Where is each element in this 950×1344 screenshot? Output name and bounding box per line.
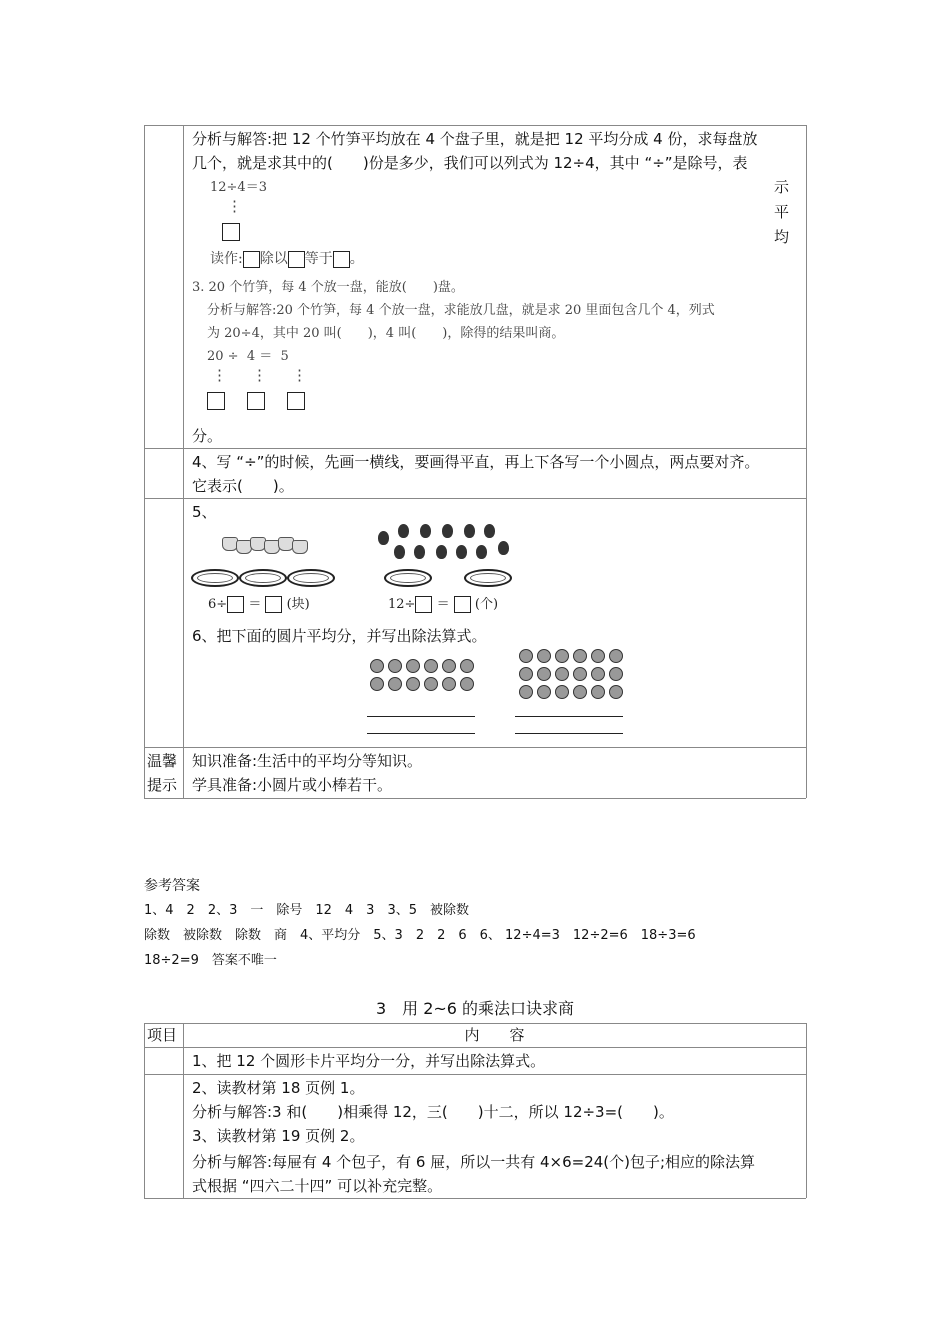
side-char: 平 — [774, 203, 790, 221]
table-border — [144, 747, 806, 748]
circle-icon — [573, 667, 587, 681]
question-3: 3. 20 个竹笋，每 4 个放一盘，能放( )盘。 — [192, 280, 464, 295]
analysis-line-1: 分析与解答:把 12 个竹笋平均放在 4 个盘子里，就是把 12 平均分成 4 份，求每盘放 — [192, 130, 758, 148]
table-border — [144, 125, 806, 126]
circle-icon — [424, 659, 438, 673]
question-6: 6、把下面的圆片平均分，并写出除法算式。 — [192, 627, 487, 645]
vertical-dots: ⋮ — [212, 366, 227, 384]
answers-line-1: 1、4 2 2、3 一 除号 12 4 3 3、5 被除数 — [144, 903, 469, 918]
knowledge-prep: 知识准备:生活中的平均分等知识。 — [192, 752, 423, 770]
read-mid-2: 等于 — [304, 251, 333, 267]
task-3: 3、读教材第 19 页例 2。 — [192, 1127, 365, 1145]
circle-icon — [573, 685, 587, 699]
vertical-dots: ⋮ — [227, 197, 242, 215]
question-5-label: 5、 — [192, 503, 217, 521]
table-border — [806, 125, 807, 798]
strawberry-icon — [378, 531, 389, 545]
circle-icon — [537, 649, 551, 663]
equation-20-div-4: 20 ÷ 4 ＝ 5 — [207, 349, 289, 364]
circle-icon — [442, 659, 456, 673]
strawberry-icon — [464, 524, 475, 538]
plate-icon — [191, 569, 239, 587]
table-border — [144, 125, 145, 798]
answer-box[interactable] — [265, 596, 282, 613]
equation-text: 6÷ — [208, 597, 228, 612]
circle-icon — [591, 667, 605, 681]
side-char: 均 — [774, 228, 790, 246]
read-mid-1: 除以 — [259, 251, 288, 267]
strawberry-icon — [414, 545, 425, 559]
strawberry-icon — [484, 524, 495, 538]
equation-text: ＝ — [436, 597, 450, 612]
circle-icon — [555, 667, 569, 681]
plate-icon — [464, 569, 512, 587]
header-content: 内 容 — [464, 1026, 525, 1044]
strawberry-equation — [388, 596, 498, 614]
read-as-line — [210, 250, 364, 268]
table-border — [806, 1023, 807, 1198]
equation-12-div-4: 12÷4＝3 — [210, 180, 267, 195]
strawberry-icon — [394, 545, 405, 559]
circle-icon — [370, 659, 384, 673]
strawberry-icon — [436, 545, 447, 559]
circle-icon — [591, 685, 605, 699]
question-3-analysis-1: 分析与解答:20 个竹笋，每 4 个放一盘，求能放几盘，就是求 20 里面包含几个 4，列式 — [207, 303, 715, 318]
equation-text: ＝ — [248, 597, 262, 612]
circle-icon — [460, 659, 474, 673]
writing-line[interactable] — [367, 716, 475, 717]
strawberry-icon — [456, 545, 467, 559]
circle-icon — [537, 667, 551, 681]
circle-icon — [519, 649, 533, 663]
circle-icon — [591, 649, 605, 663]
cake-equation — [208, 596, 310, 614]
circle-icon — [555, 685, 569, 699]
tools-prep: 学具准备:小圆片或小棒若干。 — [192, 776, 393, 794]
task-1: 1、把 12 个圆形卡片平均分一分，并写出除法算式。 — [192, 1052, 546, 1070]
circle-icon — [609, 649, 623, 663]
question-3-analysis-2: 为 20÷4，其中 20 叫( )，4 叫( )，除得的结果叫商。 — [207, 326, 565, 341]
circle-icon — [537, 685, 551, 699]
strawberry-icon — [398, 524, 409, 538]
circle-icon — [519, 685, 533, 699]
strawberry-icon — [420, 524, 431, 538]
table-border — [144, 798, 806, 799]
task-3-analysis-2: 式根据 “四六二十四” 可以补充完整。 — [192, 1177, 443, 1195]
equation-text: (块) — [286, 597, 310, 612]
answer-box[interactable] — [287, 392, 305, 410]
cupcake-icon — [292, 540, 308, 554]
plate-icon — [239, 569, 287, 587]
answer-box[interactable] — [243, 251, 260, 268]
writing-line[interactable] — [515, 716, 623, 717]
circle-icon — [573, 649, 587, 663]
equation-text: (个) — [474, 597, 499, 612]
circle-icon — [388, 677, 402, 691]
answer-box[interactable] — [454, 596, 471, 613]
table-border — [144, 1047, 806, 1048]
read-prefix: 读作: — [210, 251, 243, 267]
question-4-line-1: 4、写 “÷”的时候，先画一横线，要画得平直，再上下各写一个小圆点，两点要对齐。 — [192, 453, 760, 471]
writing-line[interactable] — [515, 733, 623, 734]
row-tail-text: 分。 — [192, 427, 223, 445]
table-border — [183, 1023, 184, 1198]
circle-icon — [406, 677, 420, 691]
question-4-line-2: 它表示( )。 — [192, 477, 294, 495]
circle-icon — [370, 677, 384, 691]
answer-box[interactable] — [415, 596, 432, 613]
tips-label: 提示 — [147, 776, 178, 794]
table-border — [183, 125, 184, 798]
circle-icon — [460, 677, 474, 691]
equation-text: 12÷ — [388, 597, 416, 612]
answer-box[interactable] — [333, 251, 350, 268]
writing-line[interactable] — [367, 733, 475, 734]
table-border — [144, 1023, 145, 1198]
answers-line-2: 除数 被除数 除数 商 4、平均分 5、3 2 2 6 6、 12÷4=3 12÷2=6 18÷3=6 — [144, 928, 696, 943]
plate-icon — [287, 569, 335, 587]
table-border — [144, 1074, 806, 1075]
task-2-analysis: 分析与解答:3 和( )相乘得 12，三( )十二，所以 12÷3=( )。 — [192, 1103, 674, 1121]
circle-icon — [442, 677, 456, 691]
vertical-dots: ⋮ — [252, 366, 267, 384]
answer-box[interactable] — [222, 223, 240, 241]
circle-icon — [555, 649, 569, 663]
vertical-dots: ⋮ — [292, 366, 307, 384]
circle-icon — [424, 677, 438, 691]
answers-line-3: 18÷2=9 答案不唯一 — [144, 953, 277, 968]
answer-box[interactable] — [207, 392, 225, 410]
circle-icon — [388, 659, 402, 673]
strawberry-icon — [498, 541, 509, 555]
header-item: 项目 — [147, 1026, 178, 1044]
strawberry-icon — [442, 524, 453, 538]
task-2: 2、读教材第 18 页例 1。 — [192, 1079, 365, 1097]
tips-label: 温馨 — [147, 752, 178, 770]
circle-icon — [609, 667, 623, 681]
circle-icon — [609, 685, 623, 699]
table-border — [144, 448, 806, 449]
answer-box[interactable] — [227, 596, 244, 613]
answers-title: 参考答案 — [144, 878, 200, 894]
analysis-line-2: 几个，就是求其中的( )份是多少，我们可以列式为 12÷4，其中 “÷”是除号，表 — [192, 154, 748, 172]
plate-icon — [384, 569, 432, 587]
strawberry-icon — [476, 545, 487, 559]
circle-icon — [519, 667, 533, 681]
read-end: 。 — [349, 251, 364, 267]
section-title: 3 用 2~6 的乘法口诀求商 — [375, 999, 575, 1018]
task-3-analysis-1: 分析与解答:每屉有 4 个包子，有 6 屉，所以一共有 4×6=24(个)包子;相应的除法算 — [192, 1153, 756, 1171]
answer-box[interactable] — [247, 392, 265, 410]
side-char: 示 — [774, 178, 790, 196]
answer-box[interactable] — [288, 251, 305, 268]
circle-icon — [406, 659, 420, 673]
